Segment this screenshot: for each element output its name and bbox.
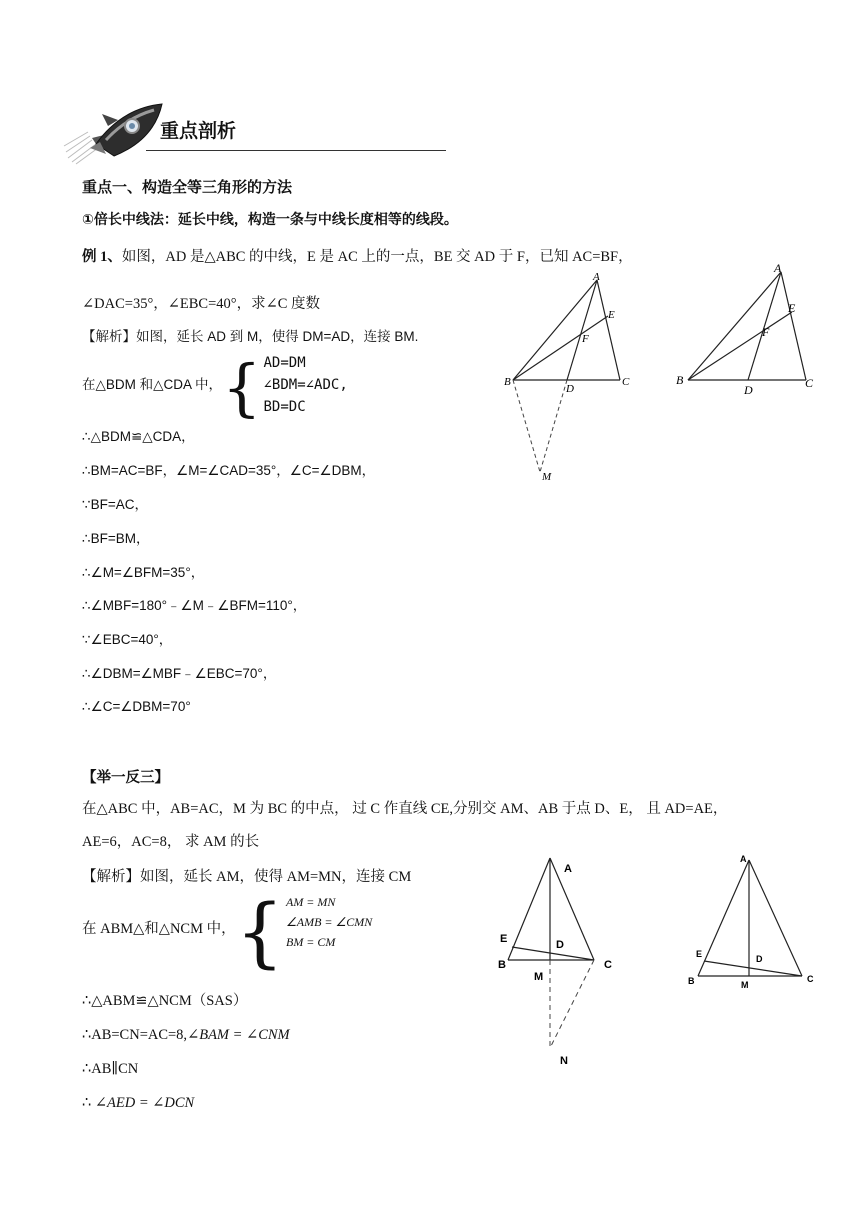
point-label: E (788, 301, 796, 315)
point-label: A (564, 863, 572, 875)
practice-step: ∴AB∥CN (82, 1061, 139, 1077)
heading-double-median: ①倍长中线法：延长中线，构造一条与中线长度相等的线段。 (82, 212, 458, 228)
point-label: A (593, 271, 600, 283)
point-label: C (604, 959, 612, 971)
point-label: D (744, 383, 753, 397)
practice-figure (680, 850, 830, 990)
practice-step-text: ∴ (82, 1095, 95, 1111)
example1-problem (82, 248, 633, 266)
example1-step: ∴∠C=∠DBM=70° (82, 699, 191, 714)
point-label: E (500, 933, 508, 945)
point-label: B (688, 976, 695, 986)
example1-step: ∴BM=AC=BF，∠M=∠CAD=35°，∠C=∠DBM， (82, 463, 376, 478)
example1-step: ∴∠M=∠BFM=35°， (82, 565, 205, 580)
practice-heading: 【举一反三】 (82, 770, 169, 786)
point-label: N (560, 1055, 568, 1067)
point-label: B (498, 959, 506, 971)
point-label: B (676, 373, 684, 387)
title-underline (146, 150, 446, 151)
practice-problem-line1: 在△ABC 中，AB=AC，M 为 BC 的中点， 过 C 作直线 CE,分别交 AM、AB 于点 D、E， 且 AD=AE， (82, 801, 728, 817)
example1-step: ∵∠EBC=40°， (82, 632, 173, 647)
section-title: 重点剖析 (160, 120, 237, 142)
point-label: D (556, 939, 564, 951)
point-label: C (805, 376, 814, 390)
point-label: E (696, 949, 703, 959)
practice-step: ∴△ABM≌△NCM（SAS） (82, 993, 248, 1009)
system-line: BD=DC (263, 399, 306, 415)
example1-step: ∴∠DBM=∠MBF﹣∠EBC=70°， (82, 666, 277, 681)
practice-system (82, 887, 373, 976)
point-label: D (756, 954, 763, 964)
example1-step: ∴∠MBF=180°﹣∠M﹣∠BFM=110°， (82, 598, 307, 613)
example1-problem-line2: ∠DAC=35°，∠EBC=40°，求∠C 度数 (82, 296, 321, 312)
example1-step: ∵BF=AC， (82, 497, 148, 512)
point-label: M (534, 971, 544, 983)
example1-problem-line1: 如图，AD 是△ABC 的中线，E 是 AC 上的一点，BE 交 AD 于 F，已知 AC=BF， (121, 249, 633, 265)
point-label: M (542, 471, 552, 483)
system-line: BM = CM (285, 935, 336, 949)
point-label: F (582, 333, 589, 345)
practice-step-text: ∴AB=CN=AC=8, (82, 1027, 188, 1043)
system-brace: { (222, 351, 262, 424)
practice-problem-line2: AE=6，AC=8， 求 AM 的长 (82, 834, 260, 850)
practice-system-prefix: 在 ABM△和△NCM 中， (82, 921, 236, 937)
example1-figure (668, 256, 828, 398)
point-label: F (762, 325, 770, 339)
system-line: AM = MN (285, 895, 336, 909)
example1-step: ∴△BDM≌△CDA， (82, 429, 195, 444)
practice-solution-intro: 【解析】如图，延长 AM，使得 AM=MN，连接 CM (82, 869, 412, 885)
practice-step (82, 1026, 290, 1044)
system-brace: { (235, 887, 284, 976)
point-label: D (566, 383, 574, 395)
practice-step-math: ∠AED = ∠DCN (94, 1095, 195, 1111)
point-label: B (504, 376, 511, 388)
practice-system-lines (286, 892, 372, 952)
point-label: A (774, 261, 782, 275)
point-label: C (622, 376, 630, 388)
example1-step: ∴BF=BM， (82, 531, 150, 546)
system-line: ∠BDM=∠ADC, (263, 377, 348, 393)
example1-system (82, 351, 348, 424)
example1-system-lines (263, 352, 347, 418)
rocket-logo (62, 96, 174, 166)
example1-system-prefix: 在△BDM 和△CDA 中， (82, 377, 223, 392)
practice-step-math: ∠BAM = ∠CNM (187, 1027, 290, 1043)
point-label: M (741, 980, 749, 990)
practice-figure-with-n (490, 850, 630, 1070)
point-label: E (608, 309, 615, 321)
example1-figure-with-m (496, 268, 646, 490)
heading-construct-congruent: 重点一、构造全等三角形的方法 (82, 178, 293, 196)
system-line: AD=DM (263, 355, 306, 371)
practice-step (82, 1094, 194, 1112)
point-label: C (807, 974, 814, 984)
system-line: ∠AMB = ∠CMN (285, 915, 373, 929)
point-label: A (740, 854, 747, 864)
example1-label: 例 1、 (82, 249, 122, 265)
example1-solution-intro: 【解析】如图，延长 AD 到 M，使得 DM=AD，连接 BM. (82, 329, 419, 344)
